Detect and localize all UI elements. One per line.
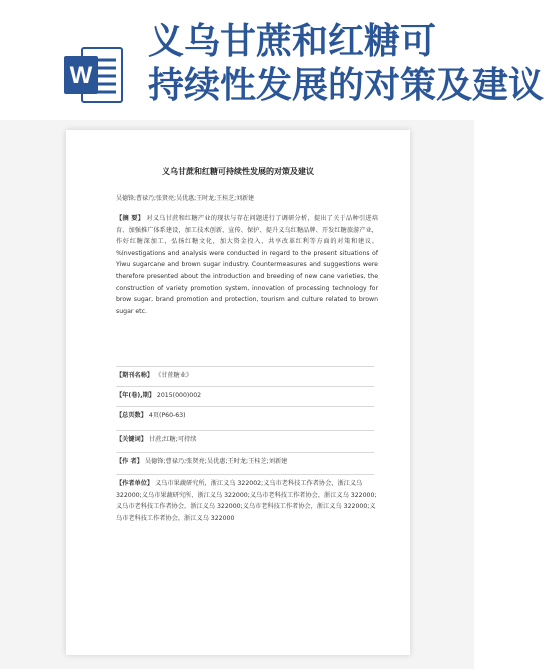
affiliation-value: 义乌市果蔬研究所，浙江义乌 322002;义乌市老科技工作者协会，浙江义乌 322000;义乌市果蔬研究所，浙江义乌 322000;义乌市老科技工作者协会，浙江义乌 322000;义乌市老科技工作者协会，浙江义乌 322000;义乌市老科技工作者协会，浙江义乌 322000;义乌市老科技工作者协会，浙江义乌 322000 (116, 480, 377, 522)
keywords-label: 【关键词】 (116, 436, 147, 443)
divider (116, 406, 374, 407)
author-label: 【作 者】 (116, 458, 143, 465)
banner-title-line1: 义乌甘蔗和红糖可 (148, 21, 437, 62)
affiliation-label: 【作者单位】 (116, 480, 154, 487)
header-banner (0, 0, 544, 120)
affiliation-row (116, 478, 378, 524)
year-value: 2015(000)002 (156, 392, 202, 399)
abstract (116, 213, 378, 317)
word-document-icon (62, 44, 124, 106)
divider (116, 430, 374, 431)
author-row (116, 456, 378, 468)
divider (116, 452, 374, 453)
year-row (116, 390, 378, 402)
keywords-value: 甘蔗;红糖;可持续 (148, 436, 197, 443)
abstract-chinese: 对义乌甘蔗和红糖产业的现状与存在问题进行了调研分析，提出了关于品种引进培育、加强推广体系建设，加工技术创新，宣传、保护、提升义乌红糖品牌、开发红糖旅游产业，作好红糖深加工，弘扬红糖文化，加大资金投入，共享改革红利等方面的对策和建议。 (116, 215, 379, 246)
pages-value: 4页(P60-63) (148, 412, 186, 419)
banner-title-line2: 持续性发展的对策及建议 (148, 65, 544, 106)
abstract-english: %Investigations and analysis were conducted in regard to the present situations of Yiwu sugarcane and brown sugar industry. Countermeasures and suggestions were therefore presented about the introduction and breeding of new cane varieties, the construction of variety promotion system, innovation of processing technology for brow sugar, brand promotion and protection, tourism and culture related to brown sugar etc. (116, 249, 378, 315)
document-page (66, 130, 410, 655)
divider (116, 474, 374, 475)
banner-title (148, 20, 544, 116)
divider (116, 366, 374, 367)
journal-row (116, 370, 378, 382)
abstract-label: 【摘 要】 (116, 215, 145, 222)
year-label: 【年(卷),期】 (116, 392, 155, 399)
journal-label: 【期刊名称】 (116, 372, 154, 379)
keywords-row (116, 434, 378, 446)
word-logo-letter: W (69, 62, 93, 89)
document-authors: 吴德锋;曹禄乃;张贤亮;吴优惠;王时龙;王桂芝;刘新建 (116, 195, 255, 202)
journal-value: 《甘蔗糖业》 (155, 372, 193, 379)
author-value: 吴德锋;曹禄乃;张贤亮;吴优惠;王时龙;王桂芝;刘新建 (144, 458, 288, 465)
divider (116, 386, 374, 387)
pages-label: 【总页数】 (116, 412, 147, 419)
pages-row (116, 410, 378, 422)
document-title: 义乌甘蔗和红糖可持续性发展的对策及建议 (162, 167, 314, 176)
